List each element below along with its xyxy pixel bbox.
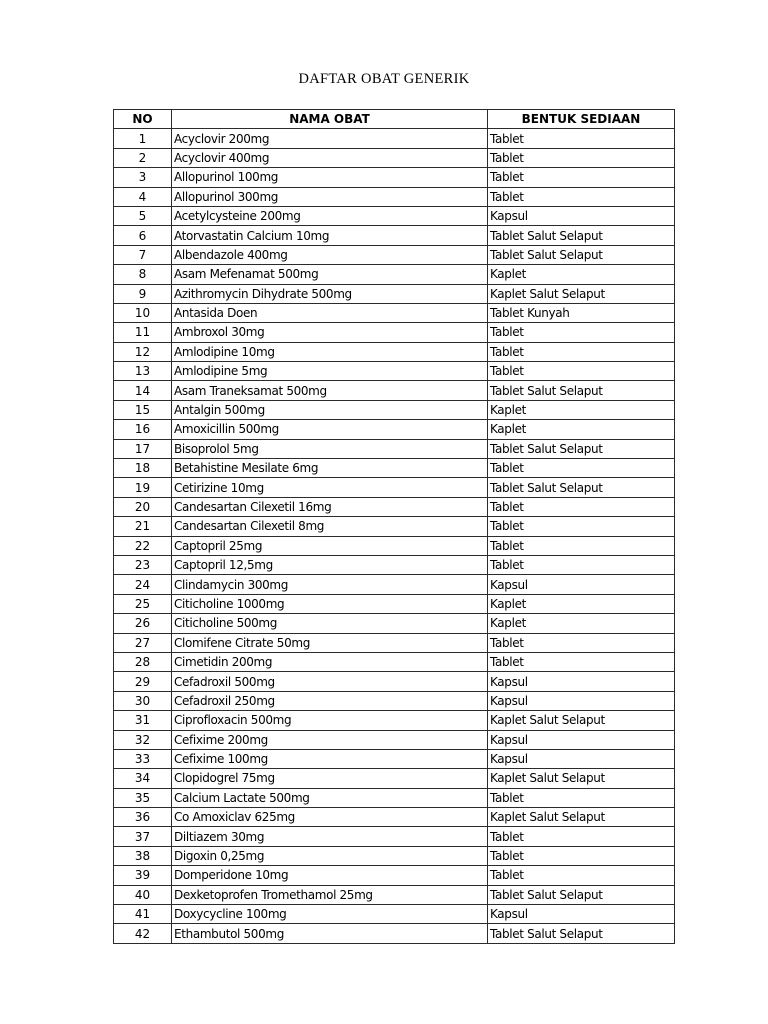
- row-number: 22: [114, 536, 172, 555]
- row-number: 41: [114, 905, 172, 924]
- dosage-form: Kaplet: [488, 594, 675, 613]
- drug-name: Dexketoprofen Tromethamol 25mg: [172, 885, 488, 904]
- table-row: [114, 284, 675, 303]
- dosage-form: Tablet: [488, 788, 675, 807]
- drug-name: Asam Mefenamat 500mg: [172, 265, 488, 284]
- dosage-form: Tablet Salut Selaput: [488, 245, 675, 264]
- drug-name: Betahistine Mesilate 6mg: [172, 459, 488, 478]
- table-row: [114, 885, 675, 904]
- drug-name: Clopidogrel 75mg: [172, 769, 488, 788]
- dosage-form: Tablet Salut Selaput: [488, 924, 675, 943]
- table-row: [114, 788, 675, 807]
- row-number: 13: [114, 362, 172, 381]
- table-row: [114, 245, 675, 264]
- dosage-form: Tablet: [488, 827, 675, 846]
- row-number: 3: [114, 168, 172, 187]
- drug-name: Clindamycin 300mg: [172, 575, 488, 594]
- dosage-form: Kaplet: [488, 614, 675, 633]
- table-row: [114, 206, 675, 225]
- drug-name: Asam Traneksamat 500mg: [172, 381, 488, 400]
- table-row: [114, 381, 675, 400]
- drug-name: Co Amoxiclav 625mg: [172, 808, 488, 827]
- row-number: 12: [114, 342, 172, 361]
- drug-table: [113, 109, 675, 944]
- header-row: [114, 110, 675, 129]
- dosage-form: Tablet: [488, 342, 675, 361]
- dosage-form: Tablet Kunyah: [488, 303, 675, 322]
- drug-name: Ethambutol 500mg: [172, 924, 488, 943]
- dosage-form: Kapsul: [488, 905, 675, 924]
- dosage-form: Tablet: [488, 323, 675, 342]
- row-number: 29: [114, 672, 172, 691]
- drug-name: Digoxin 0,25mg: [172, 846, 488, 865]
- table-row: [114, 905, 675, 924]
- drug-name: Acyclovir 200mg: [172, 129, 488, 148]
- dosage-form: Tablet Salut Selaput: [488, 381, 675, 400]
- drug-name: Amlodipine 5mg: [172, 362, 488, 381]
- column-header-name: NAMA OBAT: [172, 110, 488, 129]
- dosage-form: Tablet Salut Selaput: [488, 439, 675, 458]
- page-title: DAFTAR OBAT GENERIK: [298, 71, 470, 87]
- drug-name: Domperidone 10mg: [172, 866, 488, 885]
- table-row: [114, 769, 675, 788]
- dosage-form: Kapsul: [488, 206, 675, 225]
- dosage-form: Kaplet Salut Selaput: [488, 808, 675, 827]
- row-number: 23: [114, 555, 172, 574]
- row-number: 14: [114, 381, 172, 400]
- table-row: [114, 168, 675, 187]
- table-row: [114, 749, 675, 768]
- dosage-form: Kaplet: [488, 265, 675, 284]
- table-row: [114, 536, 675, 555]
- table-row: [114, 652, 675, 671]
- drug-name: Albendazole 400mg: [172, 245, 488, 264]
- table-row: [114, 691, 675, 710]
- drug-name: Antasida Doen: [172, 303, 488, 322]
- row-number: 30: [114, 691, 172, 710]
- drug-name: Cetirizine 10mg: [172, 478, 488, 497]
- drug-name: Candesartan Cilexetil 16mg: [172, 497, 488, 516]
- drug-name: Calcium Lactate 500mg: [172, 788, 488, 807]
- drug-name: Captopril 12,5mg: [172, 555, 488, 574]
- row-number: 7: [114, 245, 172, 264]
- row-number: 32: [114, 730, 172, 749]
- drug-name: Citicholine 500mg: [172, 614, 488, 633]
- dosage-form: Kaplet Salut Selaput: [488, 711, 675, 730]
- row-number: 37: [114, 827, 172, 846]
- table-row: [114, 323, 675, 342]
- drug-name: Candesartan Cilexetil 8mg: [172, 517, 488, 536]
- row-number: 26: [114, 614, 172, 633]
- dosage-form: Kapsul: [488, 672, 675, 691]
- table-row: [114, 827, 675, 846]
- table-row: [114, 594, 675, 613]
- row-number: 38: [114, 846, 172, 865]
- row-number: 11: [114, 323, 172, 342]
- table-row: [114, 129, 675, 148]
- dosage-form: Kapsul: [488, 691, 675, 710]
- table-row: [114, 342, 675, 361]
- table-row: [114, 420, 675, 439]
- dosage-form: Tablet: [488, 129, 675, 148]
- dosage-form: Kapsul: [488, 575, 675, 594]
- row-number: 19: [114, 478, 172, 497]
- drug-name: Allopurinol 100mg: [172, 168, 488, 187]
- drug-name: Cefadroxil 250mg: [172, 691, 488, 710]
- row-number: 6: [114, 226, 172, 245]
- row-number: 18: [114, 459, 172, 478]
- row-number: 10: [114, 303, 172, 322]
- drug-name: Acetylcysteine 200mg: [172, 206, 488, 225]
- row-number: 42: [114, 924, 172, 943]
- drug-name: Captopril 25mg: [172, 536, 488, 555]
- table-row: [114, 866, 675, 885]
- drug-name: Diltiazem 30mg: [172, 827, 488, 846]
- drug-name: Ciprofloxacin 500mg: [172, 711, 488, 730]
- row-number: 9: [114, 284, 172, 303]
- dosage-form: Kapsul: [488, 749, 675, 768]
- table-row: [114, 672, 675, 691]
- row-number: 31: [114, 711, 172, 730]
- drug-name: Antalgin 500mg: [172, 400, 488, 419]
- table-row: [114, 555, 675, 574]
- table-row: [114, 924, 675, 943]
- drug-name: Acyclovir 400mg: [172, 148, 488, 167]
- row-number: 33: [114, 749, 172, 768]
- drug-name: Azithromycin Dihydrate 500mg: [172, 284, 488, 303]
- drug-name: Cimetidin 200mg: [172, 652, 488, 671]
- dosage-form: Tablet: [488, 168, 675, 187]
- table-header: [114, 110, 675, 129]
- table-row: [114, 303, 675, 322]
- dosage-form: Tablet: [488, 497, 675, 516]
- drug-name: Bisoprolol 5mg: [172, 439, 488, 458]
- row-number: 1: [114, 129, 172, 148]
- dosage-form: Tablet Salut Selaput: [488, 478, 675, 497]
- drug-name: Amoxicillin 500mg: [172, 420, 488, 439]
- table-body: [114, 129, 675, 943]
- dosage-form: Tablet: [488, 652, 675, 671]
- row-number: 34: [114, 769, 172, 788]
- row-number: 28: [114, 652, 172, 671]
- column-header-no: NO: [114, 110, 172, 129]
- dosage-form: Tablet: [488, 536, 675, 555]
- dosage-form: Tablet: [488, 459, 675, 478]
- dosage-form: Tablet Salut Selaput: [488, 885, 675, 904]
- table-row: [114, 730, 675, 749]
- table-row: [114, 265, 675, 284]
- row-number: 36: [114, 808, 172, 827]
- row-number: 21: [114, 517, 172, 536]
- table-row: [114, 478, 675, 497]
- drug-name: Cefixime 100mg: [172, 749, 488, 768]
- drug-name: Clomifene Citrate 50mg: [172, 633, 488, 652]
- row-number: 2: [114, 148, 172, 167]
- table-row: [114, 497, 675, 516]
- row-number: 8: [114, 265, 172, 284]
- dosage-form: Tablet: [488, 148, 675, 167]
- dosage-form: Tablet: [488, 866, 675, 885]
- row-number: 4: [114, 187, 172, 206]
- table-row: [114, 575, 675, 594]
- dosage-form: Kaplet: [488, 420, 675, 439]
- row-number: 17: [114, 439, 172, 458]
- row-number: 20: [114, 497, 172, 516]
- row-number: 24: [114, 575, 172, 594]
- dosage-form: Kaplet Salut Selaput: [488, 284, 675, 303]
- table-row: [114, 633, 675, 652]
- drug-name: Cefixime 200mg: [172, 730, 488, 749]
- table-row: [114, 148, 675, 167]
- row-number: 39: [114, 866, 172, 885]
- drug-name: Doxycycline 100mg: [172, 905, 488, 924]
- column-header-form: BENTUK SEDIAAN: [488, 110, 675, 129]
- table-row: [114, 187, 675, 206]
- dosage-form: Tablet: [488, 555, 675, 574]
- dosage-form: Kapsul: [488, 730, 675, 749]
- row-number: 35: [114, 788, 172, 807]
- dosage-form: Kaplet Salut Selaput: [488, 769, 675, 788]
- table-row: [114, 614, 675, 633]
- table-row: [114, 808, 675, 827]
- table-row: [114, 400, 675, 419]
- drug-name: Amlodipine 10mg: [172, 342, 488, 361]
- table-row: [114, 459, 675, 478]
- table-row: [114, 517, 675, 536]
- dosage-form: Tablet: [488, 633, 675, 652]
- drug-name: Allopurinol 300mg: [172, 187, 488, 206]
- table-row: [114, 226, 675, 245]
- table-row: [114, 711, 675, 730]
- dosage-form: Kaplet: [488, 400, 675, 419]
- dosage-form: Tablet: [488, 846, 675, 865]
- table-row: [114, 846, 675, 865]
- table-row: [114, 439, 675, 458]
- dosage-form: Tablet: [488, 362, 675, 381]
- drug-name: Atorvastatin Calcium 10mg: [172, 226, 488, 245]
- row-number: 16: [114, 420, 172, 439]
- dosage-form: Tablet Salut Selaput: [488, 226, 675, 245]
- drug-name: Citicholine 1000mg: [172, 594, 488, 613]
- dosage-form: Tablet: [488, 187, 675, 206]
- row-number: 27: [114, 633, 172, 652]
- table-row: [114, 362, 675, 381]
- row-number: 5: [114, 206, 172, 225]
- dosage-form: Tablet: [488, 517, 675, 536]
- row-number: 15: [114, 400, 172, 419]
- drug-name: Ambroxol 30mg: [172, 323, 488, 342]
- row-number: 25: [114, 594, 172, 613]
- drug-name: Cefadroxil 500mg: [172, 672, 488, 691]
- row-number: 40: [114, 885, 172, 904]
